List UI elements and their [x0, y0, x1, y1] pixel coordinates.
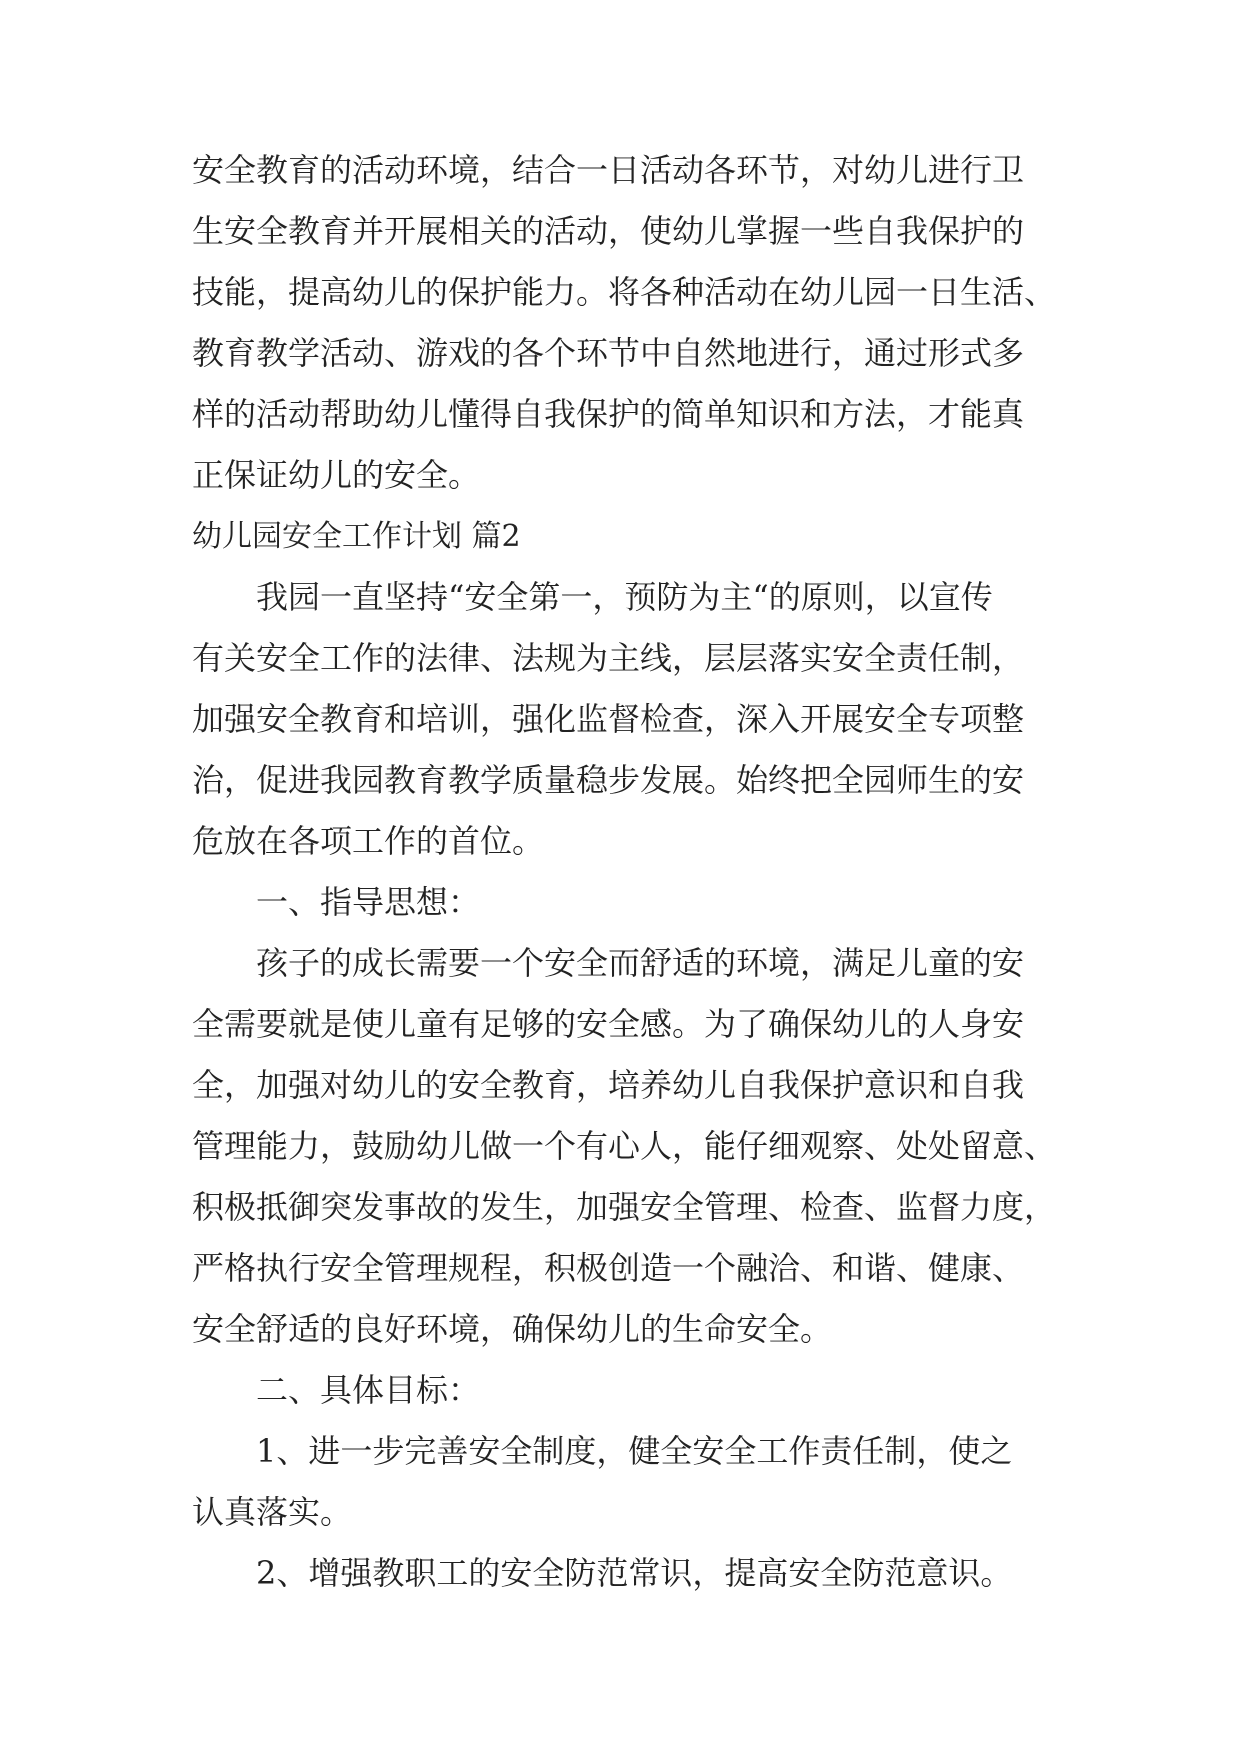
- paragraph-line: 技能，提高幼儿的保护能力。将各种活动在幼儿园一日生活、: [192, 273, 1057, 311]
- paragraph-line: 安全教育的活动环境，结合一日活动各环节，对幼儿进行卫: [192, 151, 1025, 189]
- paragraph-line: 管理能力，鼓励幼儿做一个有心人，能仔细观察、处处留意、: [192, 1127, 1057, 1165]
- list-item-continuation: 认真落实。: [192, 1493, 353, 1531]
- list-item: 1、进一步完善安全制度，健全安全工作责任制，使之: [256, 1432, 1013, 1470]
- paragraph-line: 治，促进我园教育教学质量稳步发展。始终把全园师生的安: [192, 761, 1025, 799]
- paragraph-line: 严格执行安全管理规程，积极创造一个融洽、和谐、健康、: [192, 1249, 1025, 1287]
- paragraph-line: 全需要就是使儿童有足够的安全感。为了确保幼儿的人身安: [192, 1005, 1025, 1043]
- paragraph-line: 全，加强对幼儿的安全教育，培养幼儿自我保护意识和自我: [192, 1066, 1025, 1104]
- paragraph-line: 正保证幼儿的安全。: [192, 456, 481, 494]
- paragraph-line: 积极抵御突发事故的发生，加强安全管理、检查、监督力度，: [192, 1188, 1057, 1226]
- paragraph-line: 生安全教育并开展相关的活动，使幼儿掌握一些自我保护的: [192, 212, 1025, 250]
- paragraph-line: 危放在各项工作的首位。: [192, 822, 545, 860]
- section-title: 幼儿园安全工作计划 篇2: [192, 519, 521, 554]
- paragraph-line: 我园一直坚持“安全第一，预防为主“的原则，以宣传: [256, 578, 993, 616]
- paragraph-line: 加强安全教育和培训，强化监督检查，深入开展安全专项整: [192, 700, 1025, 738]
- document-body: [192, 140, 1092, 1604]
- subheading-specific-goals: 二、具体目标：: [256, 1371, 481, 1409]
- list-item: 2、增强教职工的安全防范常识，提高安全防范意识。: [256, 1554, 1013, 1592]
- subheading-guiding-thought: 一、指导思想：: [256, 883, 481, 921]
- paragraph-line: 有关安全工作的法律、法规为主线，层层落实安全责任制，: [192, 639, 1025, 677]
- paragraph-line: 教育教学活动、游戏的各个环节中自然地进行，通过形式多: [192, 334, 1025, 372]
- paragraph-line: 样的活动帮助幼儿懂得自我保护的简单知识和方法，才能真: [192, 395, 1025, 433]
- paragraph-line: 安全舒适的良好环境，确保幼儿的生命安全。: [192, 1310, 833, 1348]
- paragraph-line: 孩子的成长需要一个安全而舒适的环境，满足儿童的安: [256, 944, 1025, 982]
